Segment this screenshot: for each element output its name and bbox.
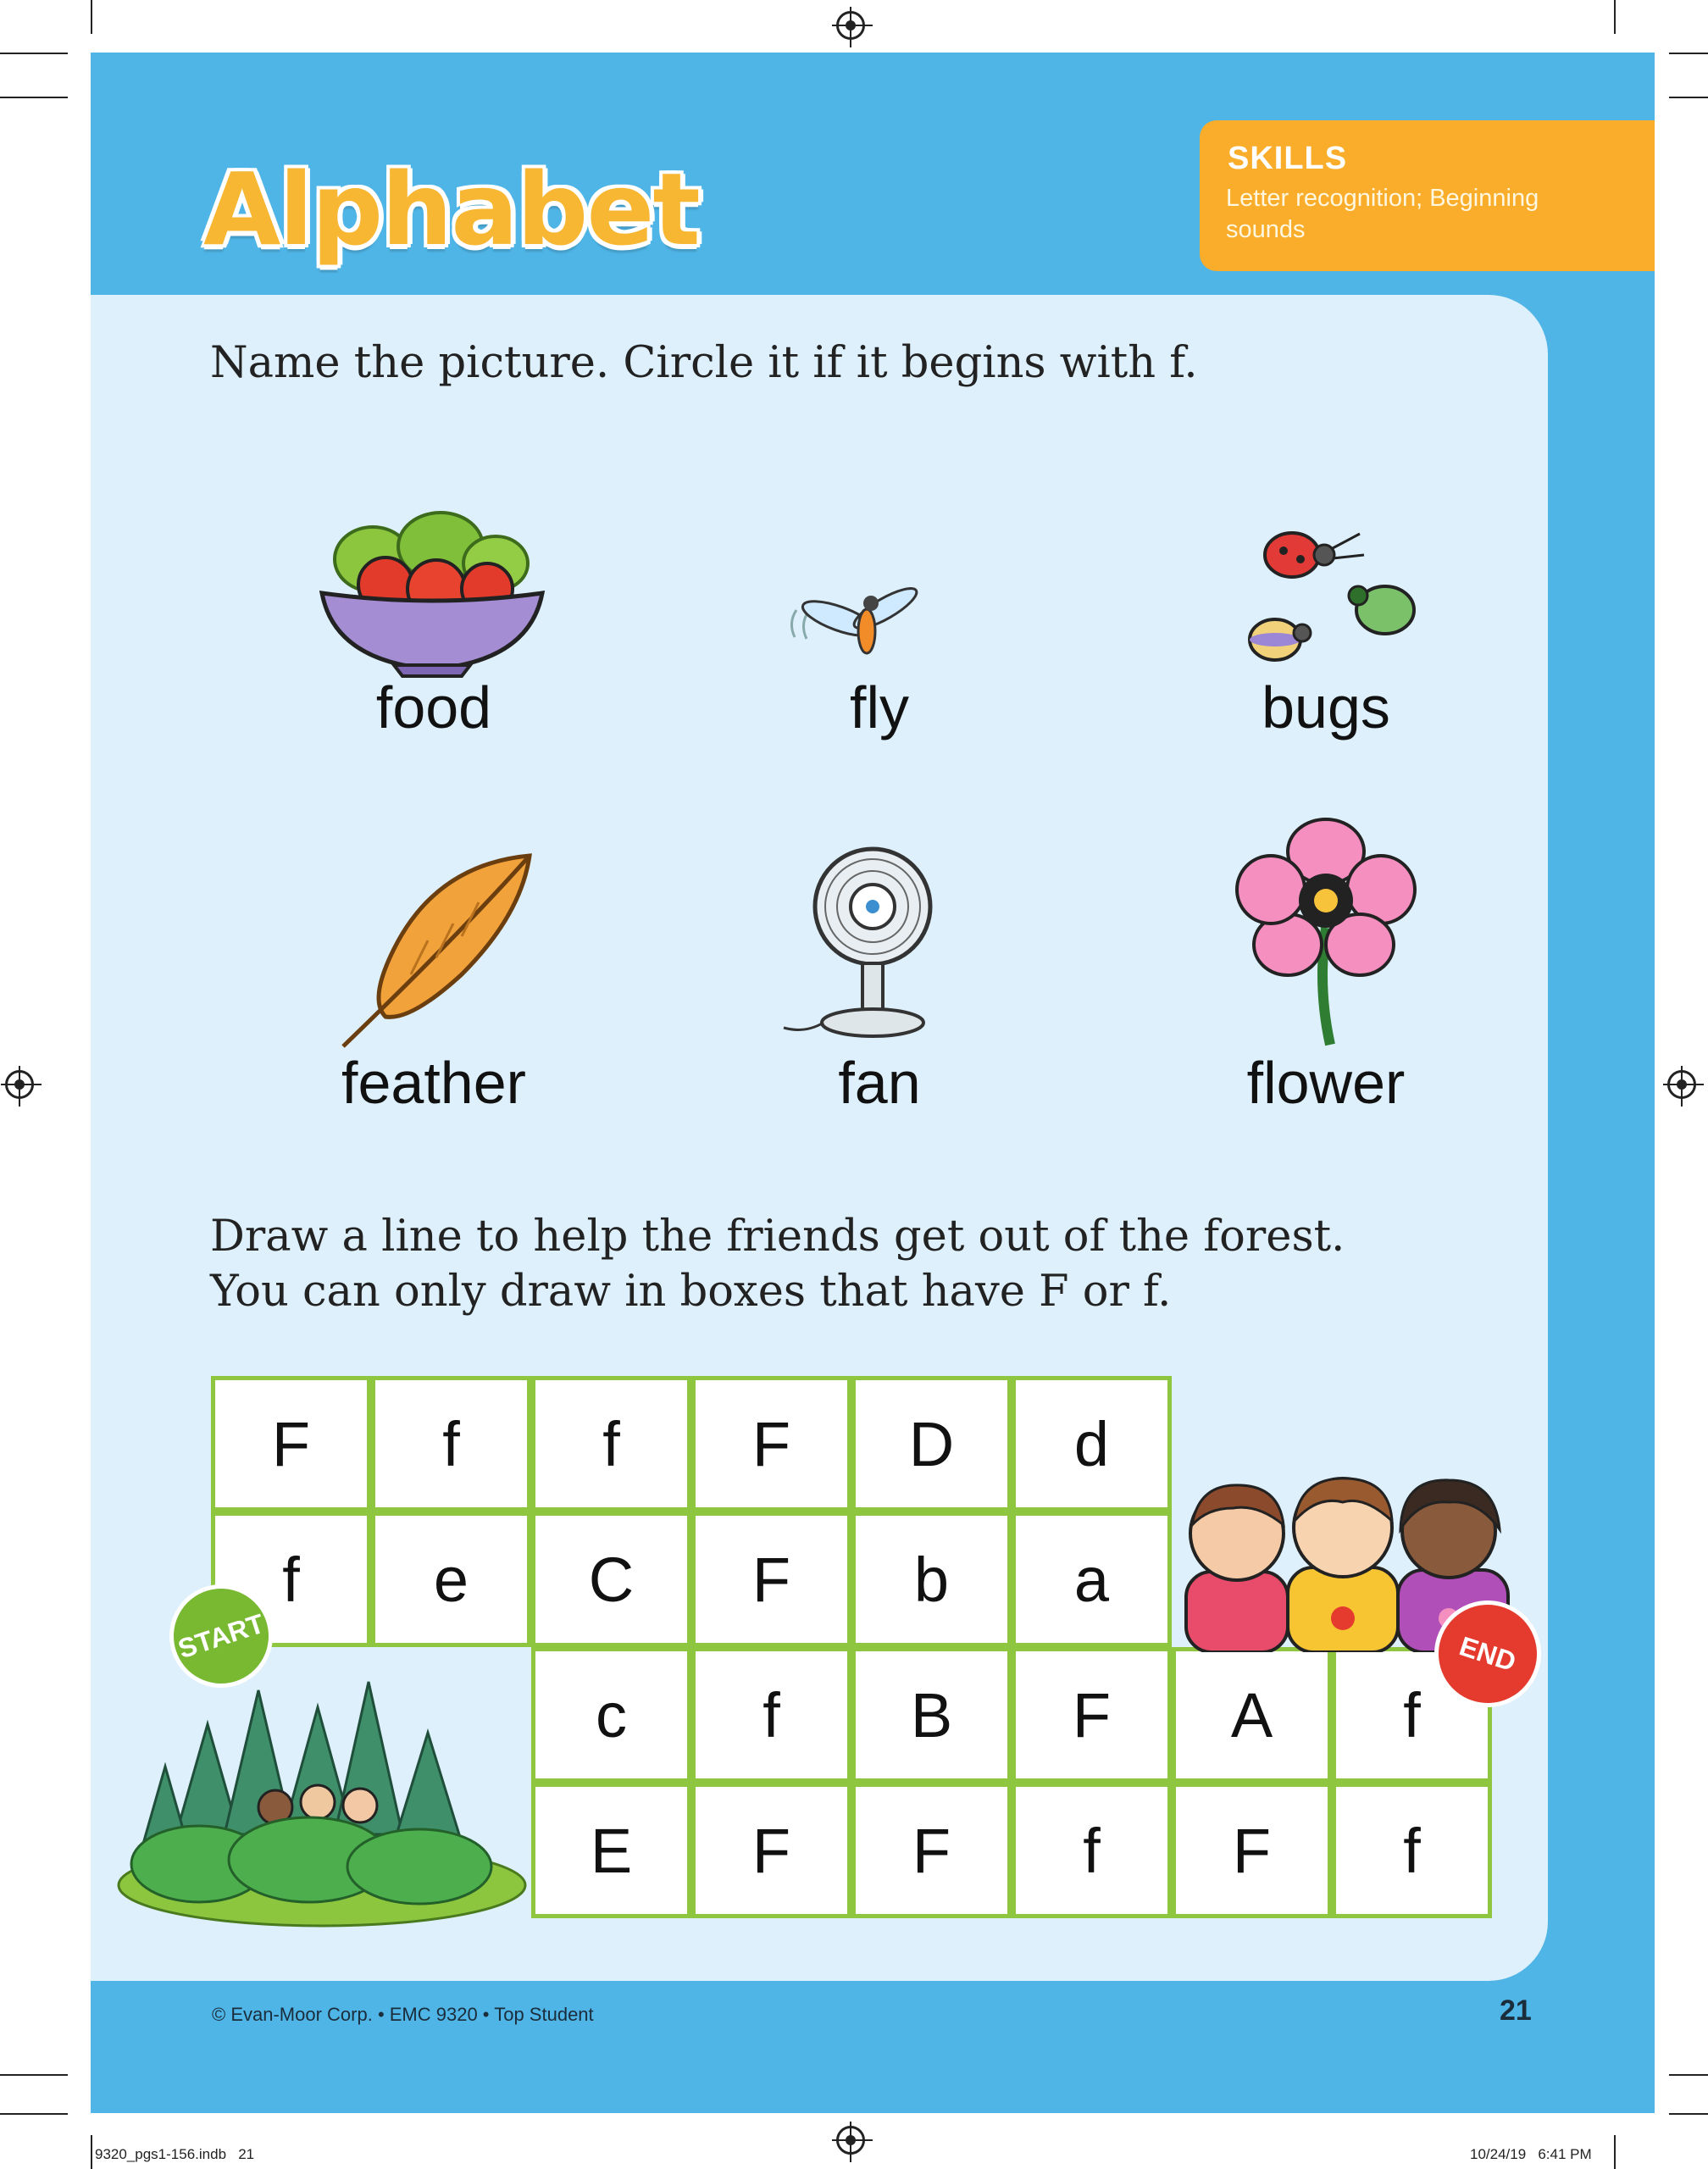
maze-cell[interactable]: F [1172,1783,1332,1918]
crop-mark [0,2113,68,2115]
crop-mark [1669,2074,1708,2076]
end-badge: END [1421,1587,1556,1722]
crop-mark [0,97,68,98]
crop-mark [1669,2113,1708,2115]
picture-word: fan [838,1050,921,1116]
fly-icon [779,576,932,669]
crop-mark [91,2135,92,2169]
maze-cell[interactable]: f [1012,1783,1172,1918]
forest-illustration [114,1673,530,1928]
bugs-icon [1224,521,1445,682]
maze-cell[interactable]: f [1332,1647,1492,1783]
maze-cell[interactable]: d [1012,1376,1172,1512]
crop-mark [0,53,68,54]
picture-word: feather [341,1050,526,1116]
maze-cell[interactable]: c [531,1647,691,1783]
crop-mark [1669,53,1708,54]
maze-cell[interactable]: B [851,1647,1012,1783]
picture-word: flower [1246,1050,1406,1116]
registration-mark-icon [836,11,865,40]
instruction-line: Draw a line to help the friends get out of the forest. [210,1212,1345,1262]
page-number: 21 [1500,1994,1532,2027]
maze-cell[interactable]: F [211,1376,371,1512]
flower-icon [1233,818,1419,1051]
maze-cell[interactable]: f [691,1647,851,1783]
start-badge: START [156,1571,286,1701]
maze-cell[interactable]: b [851,1512,1012,1647]
maze-cell[interactable]: f [371,1376,531,1512]
crop-mark [0,2074,68,2076]
picture-word: food [375,674,492,741]
maze-cell[interactable]: F [691,1783,851,1918]
instruction-maze [210,1209,1345,1319]
maze-cell[interactable]: f [211,1512,371,1647]
picture-word: fly [850,674,909,741]
registration-mark-icon [836,2126,865,2155]
maze-cell[interactable]: F [851,1783,1012,1918]
maze-cell[interactable]: f [531,1376,691,1512]
registration-mark-icon [1667,1070,1696,1099]
maze-cell[interactable]: a [1012,1512,1172,1647]
crop-mark [1614,0,1616,34]
maze-cell[interactable]: F [1012,1647,1172,1783]
maze-cell[interactable]: e [371,1512,531,1647]
feather-icon [335,847,538,1051]
maze-cell[interactable]: F [691,1376,851,1512]
instruction-line: You can only draw in boxes that have F or f. [210,1267,1172,1317]
fan-icon [779,843,991,1046]
crop-mark [91,0,92,34]
skills-text: Letter recognition; Beginning sounds [1226,185,1539,243]
maze-cell[interactable]: E [531,1783,691,1918]
print-timestamp-slug: 10/24/19 6:41 PM [1470,2146,1592,2162]
maze-cell[interactable]: A [1172,1647,1332,1783]
maze-cell[interactable]: F [691,1512,851,1647]
registration-mark-icon [5,1070,34,1099]
maze-cell[interactable]: f [1332,1783,1492,1918]
print-file-slug: 9320_pgs1-156.indb 21 [95,2146,255,2162]
crop-mark [1614,2135,1616,2169]
instruction-circle: Name the picture. Circle it if it begins with f. [210,338,1198,388]
salad-bowl-icon [313,500,551,678]
skills-heading: SKILLS [1228,141,1348,176]
page-title: Alphabet [203,151,699,268]
picture-word: bugs [1262,674,1390,741]
maze-cell[interactable]: D [851,1376,1012,1512]
copyright-footer: © Evan-Moor Corp. • EMC 9320 • Top Student [212,2004,594,2025]
crop-mark [1669,97,1708,98]
maze-cell[interactable]: C [531,1512,691,1647]
